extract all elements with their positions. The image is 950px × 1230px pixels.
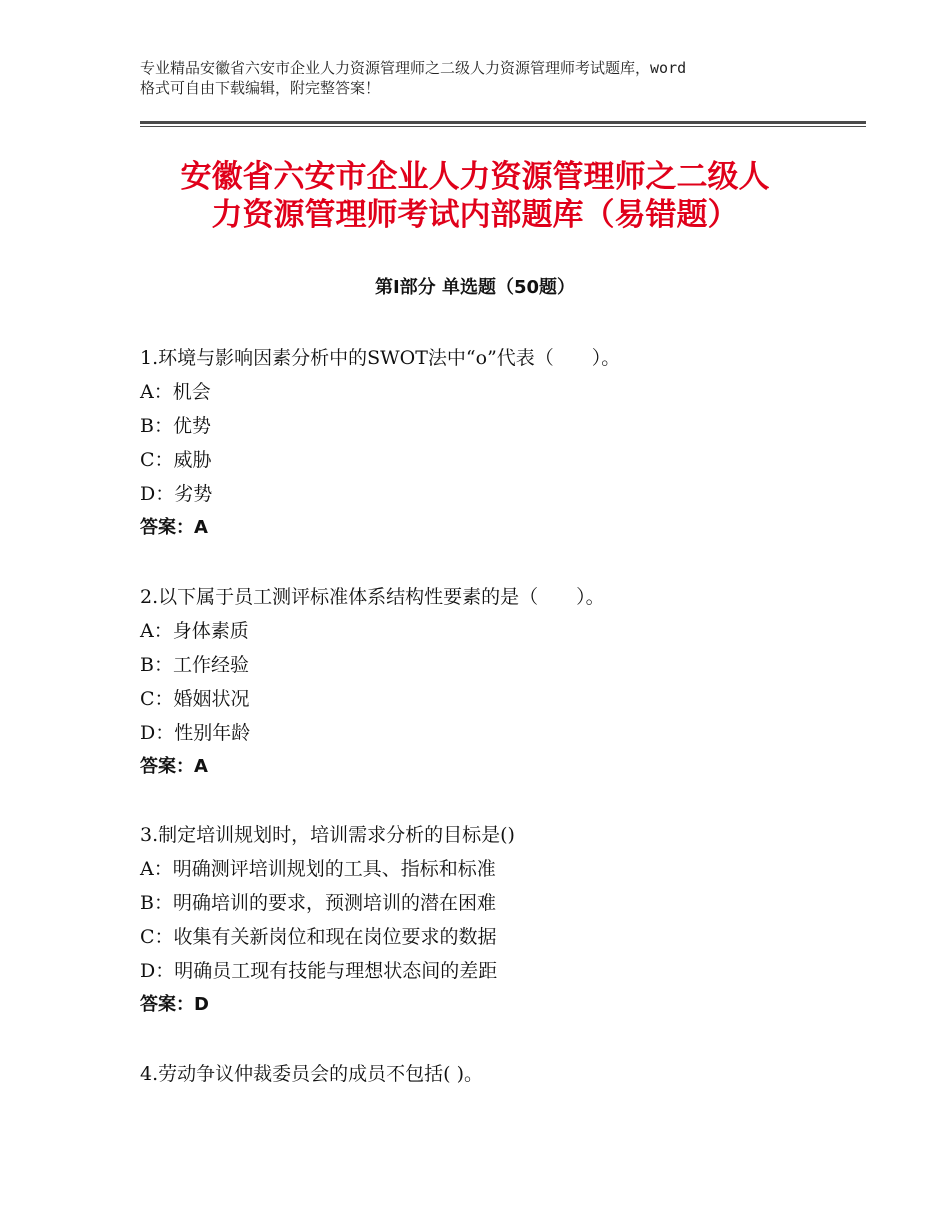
option-a: A：机会	[140, 381, 211, 403]
document-title-line-2: 力资源管理师考试内部题库（易错题）	[211, 197, 739, 233]
option-c: C：收集有关新岗位和现在岗位要求的数据	[140, 926, 497, 948]
header-divider-thick	[140, 121, 866, 124]
question-1	[140, 341, 860, 545]
option-d: D：明确员工现有技能与理想状态间的差距	[140, 960, 498, 982]
header-note	[140, 58, 840, 98]
option-d: D：劣势	[140, 483, 213, 505]
option-b: B：工作经验	[140, 654, 249, 676]
question-stem: 3.制定培训规划时，培训需求分析的目标是()	[140, 824, 515, 846]
header-divider-thin	[140, 126, 866, 127]
option-d: D：性别年龄	[140, 722, 251, 744]
option-b: B：优势	[140, 415, 211, 437]
question-stem: 2.以下属于员工测评标准体系结构性要素的是（ ）。	[140, 586, 605, 608]
option-b: B：明确培训的要求，预测培训的潜在困难	[140, 892, 496, 914]
document-title-line-1: 安徽省六安市企业人力资源管理师之二级人	[180, 159, 770, 195]
header-note-line-2: 格式可自由下载编辑，附完整答案！	[140, 79, 381, 97]
option-a: A：明确测评培训规划的工具、指标和标准	[140, 858, 496, 880]
answer-label: 答案：A	[140, 756, 208, 777]
question-4	[140, 1057, 860, 1091]
section-title: 第Ⅰ部分 单选题（50题）	[374, 277, 575, 298]
question-2	[140, 580, 860, 784]
question-stem: 4.劳动争议仲裁委员会的成员不包括( )。	[140, 1063, 483, 1085]
answer-label: 答案：D	[140, 994, 209, 1015]
question-stem: 1.环境与影响因素分析中的SWOT法中“o”代表（ ）。	[140, 347, 621, 369]
question-3	[140, 818, 860, 1022]
option-c: C：婚姻状况	[140, 688, 250, 710]
document-title	[100, 158, 850, 234]
header-note-line-1: 专业精品安徽省六安市企业人力资源管理师之二级人力资源管理师考试题库，word	[140, 59, 687, 77]
option-c: C：威胁	[140, 449, 212, 471]
answer-label: 答案：A	[140, 517, 208, 538]
option-a: A：身体素质	[140, 620, 249, 642]
